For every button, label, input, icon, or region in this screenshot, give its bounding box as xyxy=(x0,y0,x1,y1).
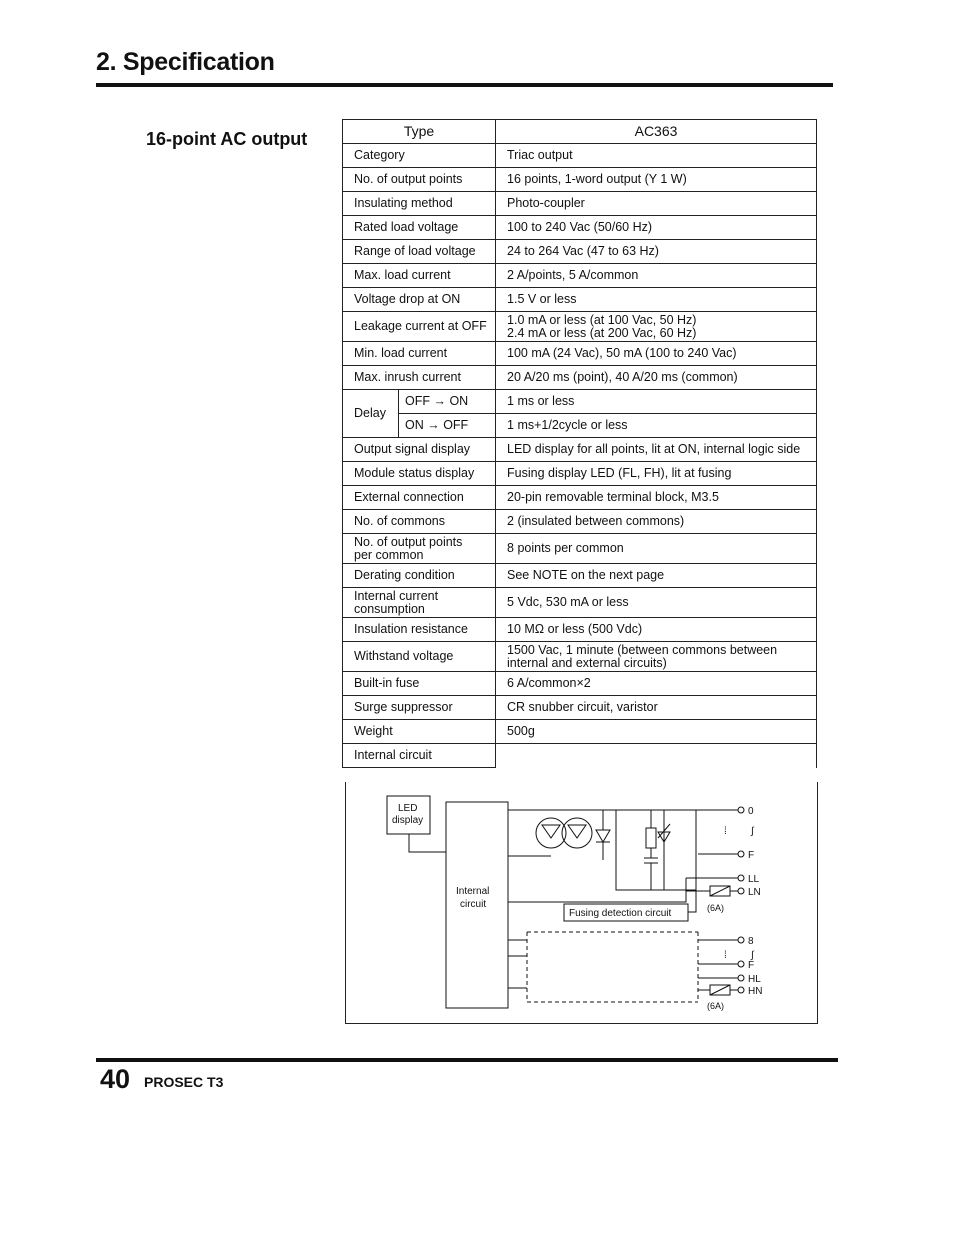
table-row xyxy=(343,144,817,168)
row-label: Max. load current xyxy=(343,264,496,288)
row-value: 6 A/common×2 xyxy=(496,672,817,696)
table-row xyxy=(343,642,817,672)
fuse-rating-upper: (6A) xyxy=(707,903,725,913)
row-label: No. of output points xyxy=(343,168,496,192)
table-row xyxy=(343,390,817,414)
table-row xyxy=(343,366,817,390)
terminal-f-upper: F xyxy=(748,850,755,861)
terminal-ll: LL xyxy=(748,874,760,885)
internal-circuit-value xyxy=(496,744,817,768)
tilde-upper: ∫ xyxy=(751,826,754,837)
table-row xyxy=(343,168,817,192)
table-row xyxy=(343,414,817,438)
row-label: Output signal display xyxy=(343,438,496,462)
row-value: CR snubber circuit, varistor xyxy=(496,696,817,720)
delay-off-on-label: OFF → ON xyxy=(399,390,496,414)
side-heading: 16-point AC output xyxy=(146,129,308,149)
row-label: Leakage current at OFF xyxy=(343,312,496,342)
table-row xyxy=(343,744,817,768)
terminal-ln: LN xyxy=(748,887,761,898)
row-label: Derating condition xyxy=(343,564,496,588)
row-value: 5 Vdc, 530 mA or less xyxy=(496,588,817,618)
type-header: Type xyxy=(343,120,496,144)
circuit-svg xyxy=(346,782,819,1024)
fusing-detection-label: Fusing detection circuit xyxy=(569,908,672,919)
table-header-row xyxy=(343,120,817,144)
table-row xyxy=(343,486,817,510)
table-row xyxy=(343,564,817,588)
row-value: 24 to 264 Vac (47 to 63 Hz) xyxy=(496,240,817,264)
table-row xyxy=(343,510,817,534)
table-row xyxy=(343,312,817,342)
row-label: Rated load voltage xyxy=(343,216,496,240)
row-value: 20-pin removable terminal block, M3.5 xyxy=(496,486,817,510)
row-value: 8 points per common xyxy=(496,534,817,564)
row-label: Module status display xyxy=(343,462,496,486)
row-value: 100 to 240 Vac (50/60 Hz) xyxy=(496,216,817,240)
tilde-lower: ∫ xyxy=(751,950,754,961)
terminal-f-lower: F xyxy=(748,960,755,971)
ellipsis-lower: ⁞ xyxy=(724,950,727,961)
row-label: Max. inrush current xyxy=(343,366,496,390)
terminal-hl: HL xyxy=(748,974,761,985)
row-label: No. of commons xyxy=(343,510,496,534)
row-value: Fusing display LED (FL, FH), lit at fusing xyxy=(496,462,817,486)
row-label: Internal current consumption xyxy=(343,588,496,618)
delay-label: Delay xyxy=(343,390,399,438)
table-row xyxy=(343,288,817,312)
delay-on-off-label: ON → OFF xyxy=(399,414,496,438)
row-label: Surge suppressor xyxy=(343,696,496,720)
table-row xyxy=(343,720,817,744)
row-value: Triac output xyxy=(496,144,817,168)
internal-circuit-label-1: Internal xyxy=(456,886,490,897)
row-value: 2 A/points, 5 A/common xyxy=(496,264,817,288)
terminal-0: 0 xyxy=(748,806,754,817)
row-value: See NOTE on the next page xyxy=(496,564,817,588)
internal-circuit-label: Internal circuit xyxy=(343,744,496,768)
table-row xyxy=(343,240,817,264)
page-number: 40 xyxy=(100,1064,131,1094)
row-label: Insulating method xyxy=(343,192,496,216)
terminal-hn: HN xyxy=(748,986,763,997)
table-row xyxy=(343,588,817,618)
fuse-rating-lower: (6A) xyxy=(707,1001,725,1011)
table-row xyxy=(343,216,817,240)
table-row xyxy=(343,342,817,366)
terminal-8: 8 xyxy=(748,936,754,947)
row-label: Insulation resistance xyxy=(343,618,496,642)
section-title: 2. Specification xyxy=(96,48,275,76)
table-row xyxy=(343,192,817,216)
led-display-label-1: LED xyxy=(398,803,418,814)
table-row xyxy=(343,534,817,564)
row-label: No. of output points per common xyxy=(343,534,496,564)
row-value: 500g xyxy=(496,720,817,744)
table-row xyxy=(343,672,817,696)
row-value: 1.5 V or less xyxy=(496,288,817,312)
table-row xyxy=(343,438,817,462)
table-row xyxy=(343,618,817,642)
row-value: 10 MΩ or less (500 Vdc) xyxy=(496,618,817,642)
product-name: PROSEC T3 xyxy=(144,1074,224,1090)
led-display-label-2: display xyxy=(392,815,424,826)
row-label: Range of load voltage xyxy=(343,240,496,264)
spec-table xyxy=(342,119,817,768)
row-value: LED display for all points, lit at ON, internal logic side xyxy=(496,438,817,462)
delay-off-on-value: 1 ms or less xyxy=(496,390,817,414)
header-rule xyxy=(96,83,833,87)
row-value: 100 mA (24 Vac), 50 mA (100 to 240 Vac) xyxy=(496,342,817,366)
row-value: Photo-coupler xyxy=(496,192,817,216)
model-header: AC363 xyxy=(496,120,817,144)
row-label: Voltage drop at ON xyxy=(343,288,496,312)
table-row xyxy=(343,264,817,288)
row-label: Category xyxy=(343,144,496,168)
internal-circuit-label-2: circuit xyxy=(460,899,487,910)
row-value: 1.0 mA or less (at 100 Vac, 50 Hz) 2.4 mA or less (at 200 Vac, 60 Hz) xyxy=(496,312,817,342)
row-value: 20 A/20 ms (point), 40 A/20 ms (common) xyxy=(496,366,817,390)
row-label: External connection xyxy=(343,486,496,510)
footer-rule xyxy=(96,1058,838,1062)
ellipsis-upper: ⁞ xyxy=(724,826,727,837)
row-value: 2 (insulated between commons) xyxy=(496,510,817,534)
row-label: Withstand voltage xyxy=(343,642,496,672)
row-label: Built-in fuse xyxy=(343,672,496,696)
table-row xyxy=(343,696,817,720)
row-label: Min. load current xyxy=(343,342,496,366)
delay-on-off-value: 1 ms+1/2cycle or less xyxy=(496,414,817,438)
table-row xyxy=(343,462,817,486)
internal-circuit-diagram xyxy=(345,782,818,1024)
row-label: Weight xyxy=(343,720,496,744)
row-value: 1500 Vac, 1 minute (between commons between internal and external circuits) xyxy=(496,642,817,672)
row-value: 16 points, 1-word output (Y 1 W) xyxy=(496,168,817,192)
